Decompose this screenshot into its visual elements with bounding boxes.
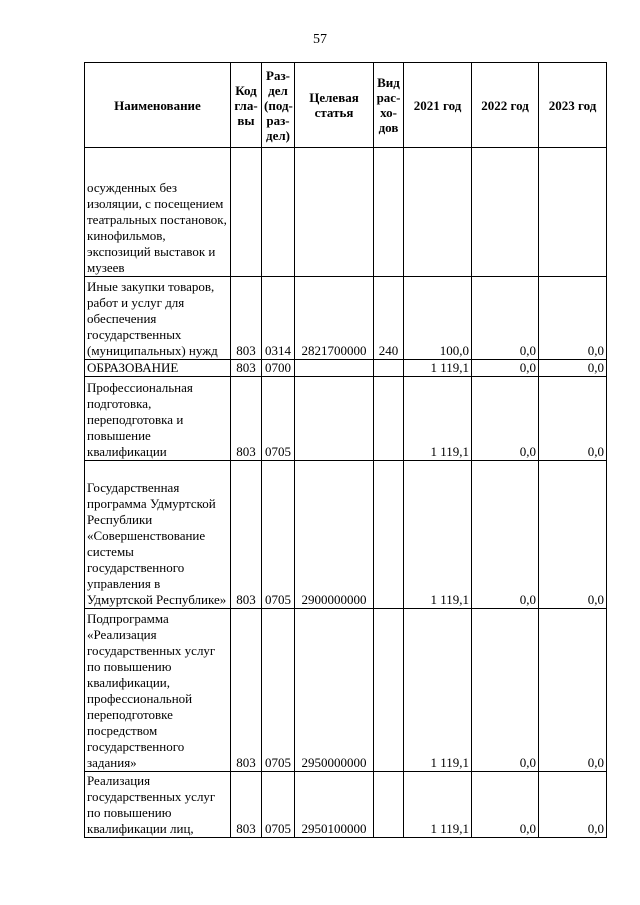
table-row xyxy=(85,461,607,609)
row-chapter: 803 xyxy=(231,377,262,461)
row-chapter: 803 xyxy=(231,277,262,360)
row-section: 0705 xyxy=(262,377,295,461)
header-name: Наименование xyxy=(85,63,231,148)
row-section: 0700 xyxy=(262,360,295,377)
row-section: 0705 xyxy=(262,461,295,609)
row-name: Государственная программа Удмуртской Республики «Совершенствование системы государственного управления в Удмуртской Республике» xyxy=(85,461,231,609)
row-chapter xyxy=(231,148,262,277)
header-2021: 2021 год xyxy=(404,63,472,148)
row-2022: 0,0 xyxy=(472,360,539,377)
row-target: 2950000000 xyxy=(295,609,374,772)
row-2022: 0,0 xyxy=(472,461,539,609)
row-chapter: 803 xyxy=(231,360,262,377)
row-2023: 0,0 xyxy=(539,461,607,609)
row-target: 2950100000 xyxy=(295,772,374,838)
row-name: Иные закупки товаров, работ и услуг для обеспечения государственных (муниципальных) нужд xyxy=(85,277,231,360)
row-2023 xyxy=(539,148,607,277)
row-chapter: 803 xyxy=(231,461,262,609)
row-name: ОБРАЗОВАНИЕ xyxy=(85,360,231,377)
header-2023: 2023 год xyxy=(539,63,607,148)
row-2021: 1 119,1 xyxy=(404,609,472,772)
row-type xyxy=(374,461,404,609)
header-2022: 2022 год xyxy=(472,63,539,148)
row-2022: 0,0 xyxy=(472,609,539,772)
table-row xyxy=(85,609,607,772)
row-2023: 0,0 xyxy=(539,772,607,838)
row-2022: 0,0 xyxy=(472,377,539,461)
row-name: осужденных без изоляции, с посещением театральных постановок, кинофильмов, экспозиций выставок и музеев xyxy=(85,148,231,277)
row-section xyxy=(262,148,295,277)
budget-table xyxy=(84,62,607,838)
row-target: 2900000000 xyxy=(295,461,374,609)
row-2023: 0,0 xyxy=(539,277,607,360)
row-name: Профессиональная подготовка, переподготовка и повышение квалификации xyxy=(85,377,231,461)
row-target xyxy=(295,148,374,277)
row-2022: 0,0 xyxy=(472,772,539,838)
header-expense-type: Вид рас-хо-дов xyxy=(374,63,404,148)
table-row xyxy=(85,360,607,377)
row-2021 xyxy=(404,148,472,277)
row-target xyxy=(295,360,374,377)
row-2021: 1 119,1 xyxy=(404,360,472,377)
row-2021: 1 119,1 xyxy=(404,377,472,461)
row-target xyxy=(295,377,374,461)
table-row xyxy=(85,148,607,277)
table-row xyxy=(85,377,607,461)
row-2023: 0,0 xyxy=(539,360,607,377)
row-2021: 1 119,1 xyxy=(404,772,472,838)
row-section: 0314 xyxy=(262,277,295,360)
row-2021: 100,0 xyxy=(404,277,472,360)
header-chapter-code: Код гла-вы xyxy=(231,63,262,148)
table-row xyxy=(85,277,607,360)
row-chapter: 803 xyxy=(231,772,262,838)
page-number: 57 xyxy=(313,32,327,47)
row-section: 0705 xyxy=(262,772,295,838)
header-target: Целевая статья xyxy=(295,63,374,148)
row-2022: 0,0 xyxy=(472,277,539,360)
row-section: 0705 xyxy=(262,609,295,772)
row-type: 240 xyxy=(374,277,404,360)
row-type xyxy=(374,360,404,377)
row-type xyxy=(374,772,404,838)
row-type xyxy=(374,148,404,277)
row-name: Подпрограмма «Реализация государственных услуг по повышению квалификации, профессиональной переподготовке посредством государственного задания» xyxy=(85,609,231,772)
table-row xyxy=(85,772,607,838)
row-2023: 0,0 xyxy=(539,609,607,772)
header-section: Раз-дел (под-раз-дел) xyxy=(262,63,295,148)
row-chapter: 803 xyxy=(231,609,262,772)
row-2023: 0,0 xyxy=(539,377,607,461)
row-target: 2821700000 xyxy=(295,277,374,360)
row-type xyxy=(374,377,404,461)
row-name: Реализация государственных услуг по повышению квалификации лиц, xyxy=(85,772,231,838)
row-type xyxy=(374,609,404,772)
row-2022 xyxy=(472,148,539,277)
row-2021: 1 119,1 xyxy=(404,461,472,609)
table-header-row xyxy=(85,63,607,148)
